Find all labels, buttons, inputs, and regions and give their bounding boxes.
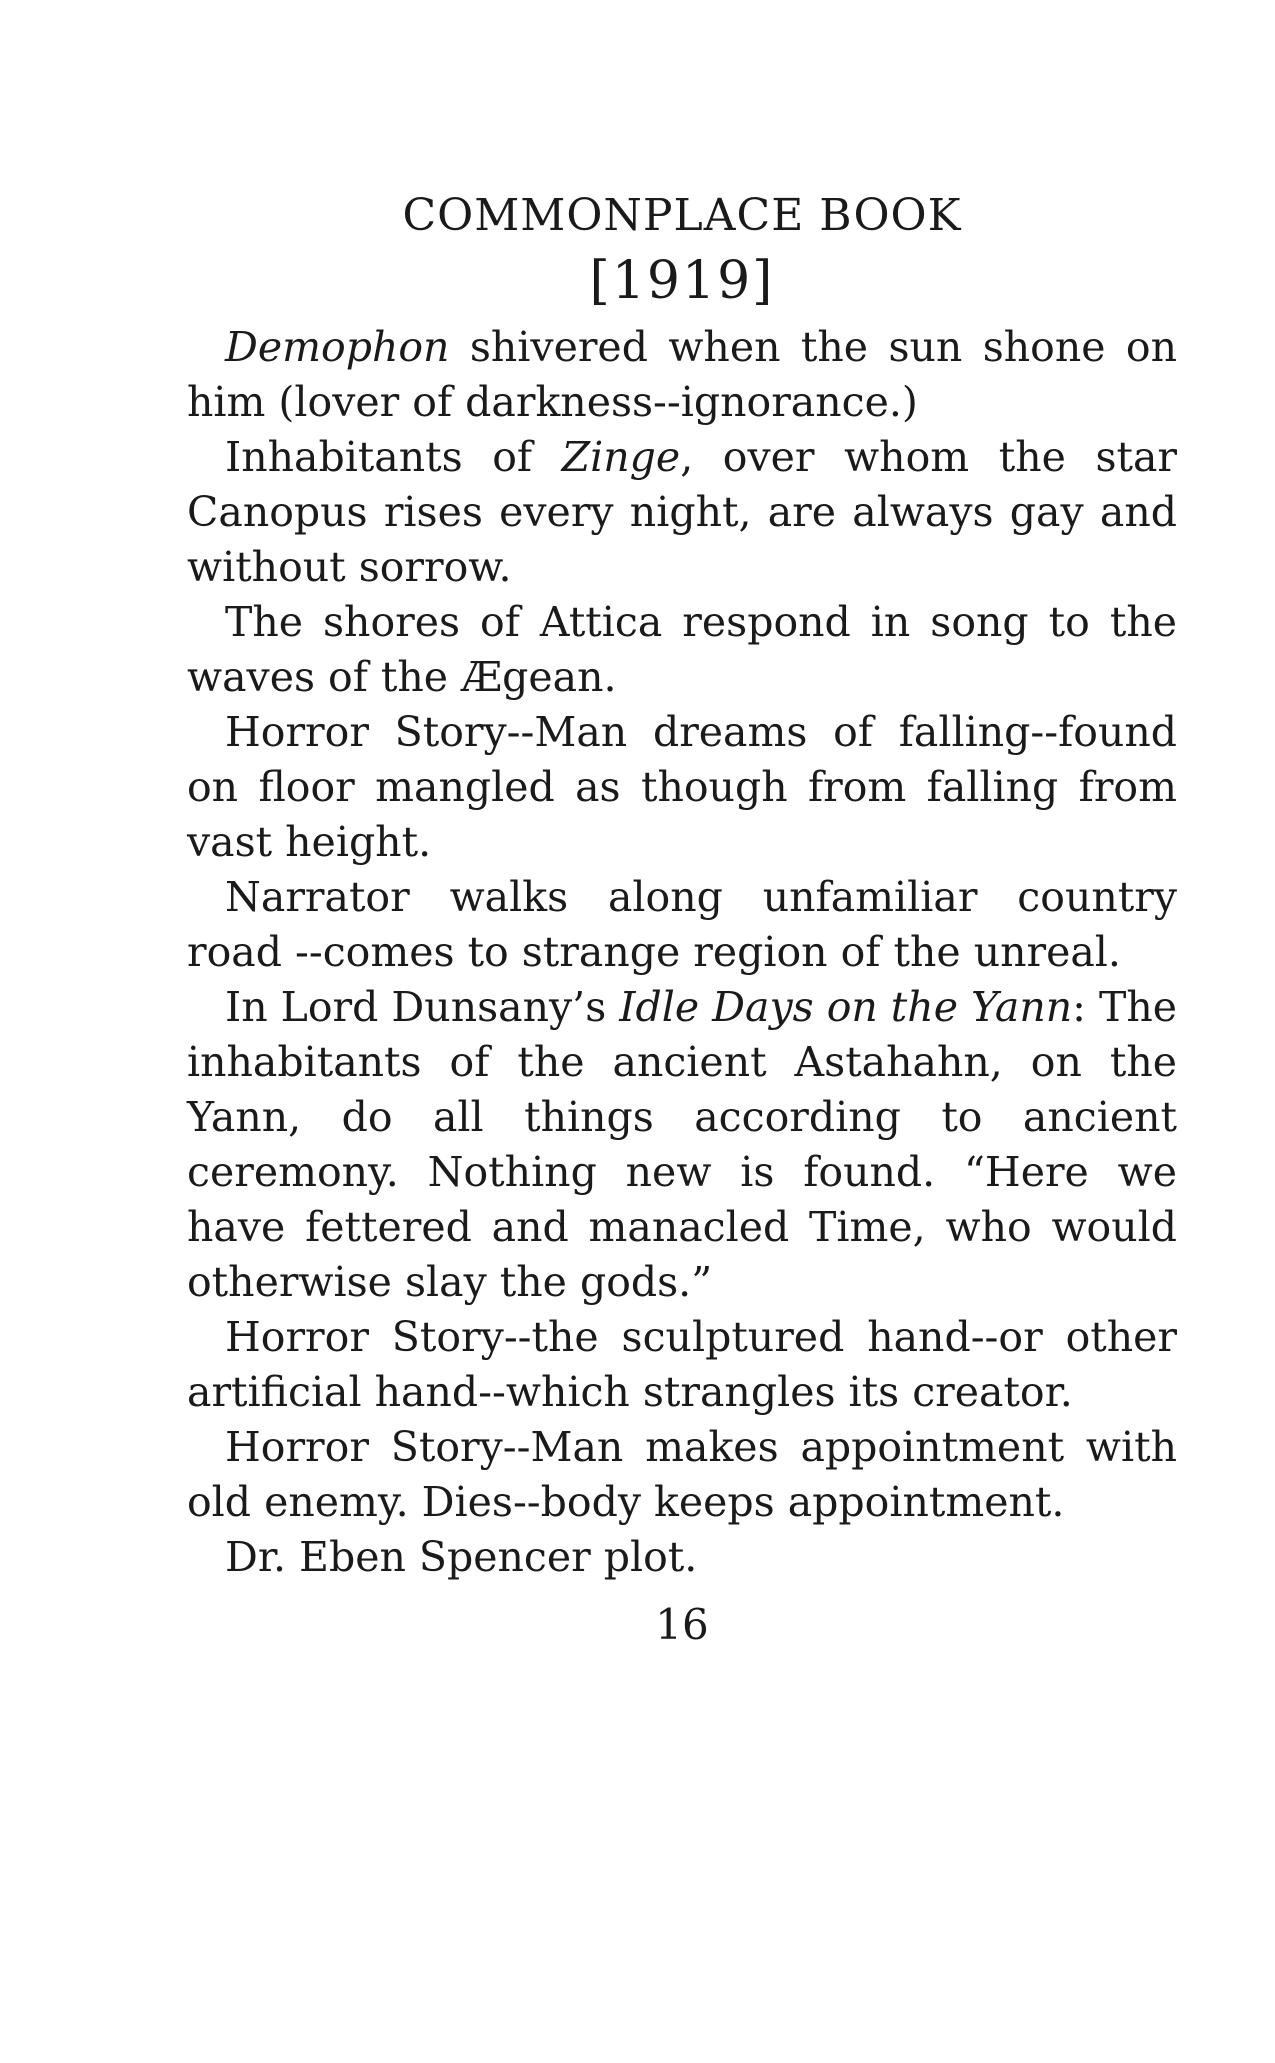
entry-text: , over whom the star Canopus rises every night, are always gay and without sorrow. <box>187 433 1178 591</box>
entry-italic: Idle Days on the Yann <box>619 983 1073 1031</box>
page-number: 16 <box>655 1600 709 1649</box>
entry-italic: Zinge <box>561 433 681 481</box>
entry-sculptured-hand <box>187 1310 1177 1420</box>
entry-demophon <box>187 320 1177 430</box>
running-head: COMMONPLACE BOOK <box>402 190 962 241</box>
entry-italic: Demophon <box>225 323 450 371</box>
entry-pre: Narrator walks along unfamiliar country road --comes to strange region of the unreal. <box>187 873 1177 976</box>
page <box>187 186 1177 1655</box>
entry-pre: The shores of Attica respond in song to the waves of the Ægean. <box>187 598 1177 701</box>
entry-text: : The inhabitants of the ancient Astahahn, on the Yann, do all things according to ancient ceremony. Nothing new is found. “Here we have fettered and manacled Time, who would otherwise slay the gods.” <box>187 983 1178 1306</box>
entry-pre: Horror Story--the sculptured hand--or other artificial hand--which strangles its creator. <box>187 1313 1177 1416</box>
entry-attica <box>187 595 1177 705</box>
entry-narrator <box>187 870 1177 980</box>
entry-pre: In Lord Dunsany’s <box>225 983 620 1031</box>
entry-pre: Dr. Eben Spencer plot. <box>225 1533 698 1581</box>
entry-pre: Horror Story--Man makes appointment with old enemy. Dies--body keeps appointment. <box>187 1423 1177 1526</box>
entry-dunsany <box>187 980 1177 1310</box>
entry-text: shivered when the sun shone on him (lover of darkness--ignorance.) <box>187 323 1177 426</box>
entry-pre: Horror Story--Man dreams of falling--found on floor mangled as though from falling from vast height. <box>187 708 1177 866</box>
entry-zinge <box>187 430 1177 595</box>
entry-appointment <box>187 1420 1177 1530</box>
year-heading: [1919] <box>589 251 775 311</box>
entry-falling <box>187 705 1177 870</box>
entry-pre: Inhabitants of <box>225 433 562 481</box>
entry-spencer <box>187 1530 1177 1585</box>
entries-list <box>187 320 1177 1585</box>
